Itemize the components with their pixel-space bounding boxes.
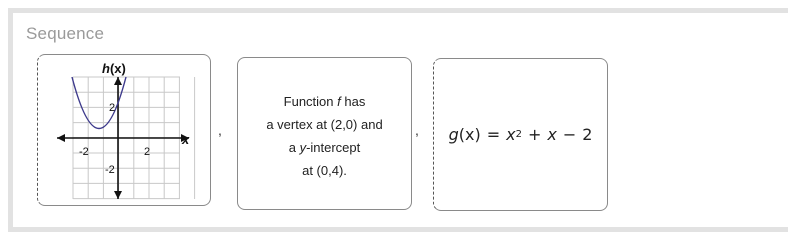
y-tick-label-neg2: -2 [105,164,115,176]
description-line-1: Function f has [283,94,366,109]
graph-title: h(x) [102,61,126,76]
description-line-4: at (0,4). [302,163,347,178]
section-title: Sequence [26,24,105,43]
separator-comma: , [218,122,222,138]
y-axis-bottom-arrow [114,191,122,199]
g-equation: g (x) = x 2 + x − 2 [448,125,593,144]
y-axis-top-arrow [114,77,122,85]
sequence-item-equation[interactable] [433,58,608,211]
h-graph [38,55,212,207]
function-description [238,90,411,182]
description-line-2: a vertex at (2,0) and [266,117,383,132]
sequence-item-graph[interactable] [37,54,211,206]
x-tick-label-2: 2 [144,146,151,158]
x-axis-left-arrow [57,134,65,142]
x-axis-label: x [182,132,190,147]
x-tick-label-neg2: -2 [79,146,89,158]
y-tick-label-2: 2 [109,102,116,114]
description-line-3: a y-intercept [288,140,361,155]
sequence-item-description[interactable] [237,57,412,210]
separator-comma: , [415,122,419,138]
